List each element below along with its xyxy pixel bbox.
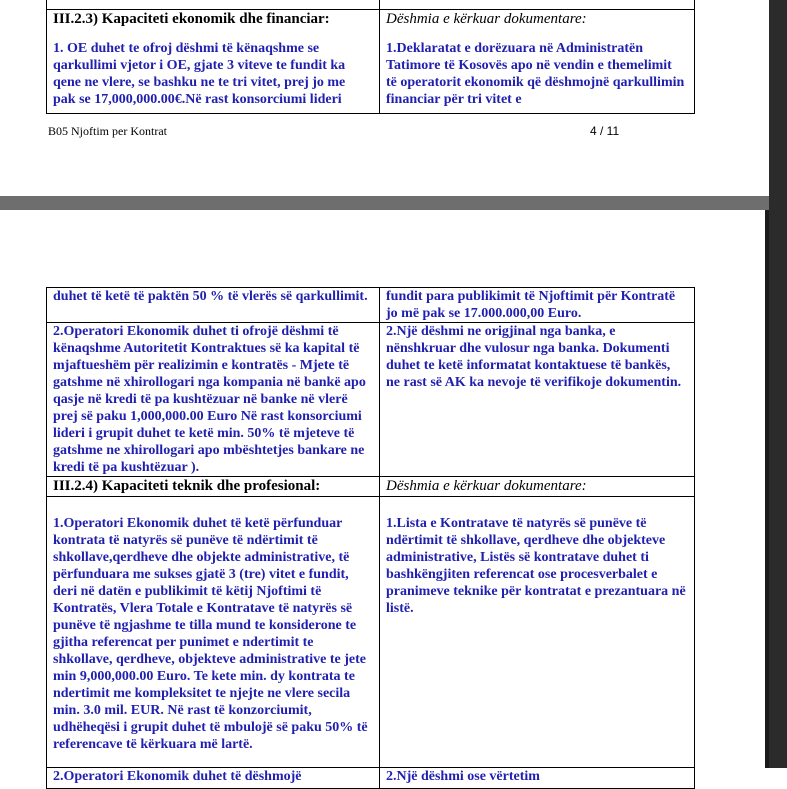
row4-right-cell: [380, 768, 695, 789]
consortium-turnover-note: duhet të ketë të paktën 50 % të vlerës së qarkullimit.: [53, 289, 368, 304]
evidence-label-2: Dëshmia e kërkuar dokumentare:: [386, 478, 587, 494]
page-number: 4 / 11: [590, 124, 620, 138]
page1-table: [46, 0, 695, 114]
contracts-requirement: 1.Operatori Ekonomik duhet të ketë përfunduar kontrata të natyrës së punëve të ndërtimit të shkollave,qerdheve dhe objekte administrative, të përfunduara me sukses gjatë 3 (tre) vitet e fundit, deri në datën e publikimit të këtij Njoftimi të Kontratës, Vlera Totale e Kontratave të natyrës së punëve të ngjashme te tilla mund te konsiderone te gjitha referencat per punimet e ndertimit te shkollave, qerdheve, objekteve administrative te jete min 9,000,000.00 Euro. Te kete min. dy kontrata te ndertimit me kompleksitet te njejte ne vlere secila min. 3.0 mil. EUR. Në rast të konzorciumit, udhëheqësi i grupit duhet të mbulojë së paku 50% të referencave të kërkuara më lartë.: [53, 516, 368, 752]
cut-left-cell: [47, 0, 380, 10]
page-1: [0, 0, 769, 196]
page2-table: [46, 287, 695, 789]
capital-requirement: 2.Operatori Ekonomik duhet ti ofrojë dëshmi të kënaqshme Autoritetit Kontraktues së ka kapital të mjaftueshëm për realizimin e kontratës - Mjete të gatshme në xhirollogari nga kompania në bankë apo qasje në kredi të pa kushtëzuar në banke në vlerë prej së paku 1,000,000.00 Euro Në rast konsorciumi lideri i grupit duhet te ketë min. 50% të mjeteve të gatshme ne xhirollogari apo mbështetjes bankare ne kredi të pa kushtëzuar ).: [53, 324, 366, 475]
evidence-cell: [380, 10, 695, 114]
bank-evidence: 2.Një dëshmi ne origjinal nga banka, e nënshkruar dhe vulosur nga banka. Dokumenti duhet te ketë informatat kontaktuese të bankës, ne rast së AK ka nevoje të verifikoje dokumentin.: [386, 324, 682, 390]
viewer-scrollbar[interactable]: [769, 0, 787, 768]
evidence-cell-2: [380, 477, 695, 497]
turnover-evidence-continued: fundit para publikimit të Njoftimit për Kontratë jo më pak se 17.000.000,00 Euro.: [386, 289, 676, 321]
row3-left-cell: [47, 497, 380, 768]
section-title-cell: [47, 10, 380, 114]
technical-section-title: III.2.4) Kapaciteti teknik dhe profesional:: [53, 478, 321, 494]
row1-left-cell: [47, 288, 380, 323]
page-separator: [0, 196, 787, 210]
cut-bottom-left: 2.Operatori Ekonomik duhet të dëshmojë: [53, 769, 302, 784]
page-shadow: [765, 210, 769, 768]
row1-right-cell: [380, 288, 695, 323]
section-title: III.2.3) Kapaciteti ekonomik dhe financiar:: [53, 11, 330, 27]
cut-bottom-right: 2.Një dëshmi ose vërtetim: [386, 769, 540, 784]
cut-right-cell: [380, 0, 695, 10]
row3-right-cell: [380, 497, 695, 768]
evidence-label: Dëshmia e kërkuar dokumentare:: [386, 11, 587, 27]
page-2: [0, 210, 765, 784]
row2-left-cell: [47, 323, 380, 477]
turnover-requirement: 1. OE duhet te ofroj dëshmi të kënaqshme se qarkullimi vjetor i OE, gjate 3 viteve te fundit ka qene ne vlere, se bashku ne te tri vitet, prej jo me pak se 17,000,000.00€.Në rast konsorciumi lideri: [53, 41, 346, 107]
section-title-cell-2: [47, 477, 380, 497]
footer-doc-name: B05 Njoftim per Kontrat: [48, 124, 167, 138]
contracts-evidence: 1.Lista e Kontratave të natyrës së punëve të ndërtimit të shkollave, qerdheve dhe objekteve administrative, Listës së kontratave duhet ti bashkëngjiten referencat ose procesverbalet e pranimeve teknike për kontratat e prezantuara në listë.: [386, 516, 686, 616]
turnover-evidence: 1.Deklaratat e dorëzuara në Administratën Tatimore të Kosovës apo në vendin e themelimit të operatorit ekonomik që dëshmojnë qarkullimin financiar për tri vitet e: [386, 41, 685, 107]
row2-right-cell: [380, 323, 695, 477]
row4-left-cell: [47, 768, 380, 789]
